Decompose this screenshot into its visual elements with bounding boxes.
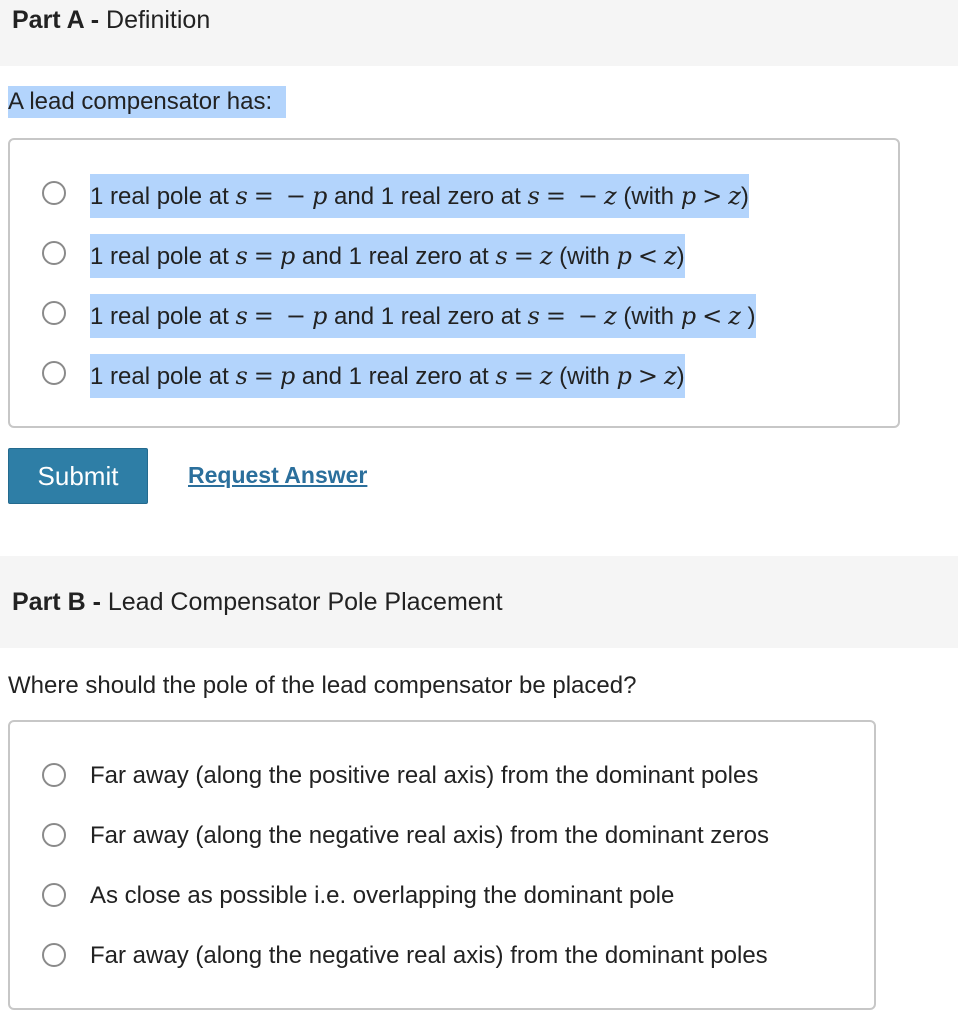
part-b-choice-2[interactable] xyxy=(10,816,874,856)
math-variable: p xyxy=(279,242,296,270)
part-a-choice-2-text xyxy=(90,234,685,278)
math-operator: < xyxy=(702,302,723,330)
choice-text-segment: ) xyxy=(740,183,749,210)
math-variable: s xyxy=(235,362,248,390)
choice-text-segment: ) xyxy=(676,363,685,390)
math-operator: = xyxy=(253,362,274,390)
part-a-label: Part A - xyxy=(12,6,100,34)
radio-button[interactable] xyxy=(42,301,66,325)
choice-text-segment: 1 real pole at xyxy=(90,303,236,330)
part-a-choice-1[interactable] xyxy=(10,174,898,214)
radio-button[interactable] xyxy=(42,823,66,847)
math-variable: z xyxy=(604,182,617,210)
part-a-title: Definition xyxy=(106,6,211,34)
part-b-header xyxy=(0,556,958,648)
part-b-question: Where should the pole of the lead compensator be placed? xyxy=(8,672,637,699)
part-b-choice-4-text: Far away (along the negative real axis) from the dominant poles xyxy=(90,942,768,969)
radio-button[interactable] xyxy=(42,361,66,385)
math-operator: = xyxy=(253,302,274,330)
math-variable: p xyxy=(311,302,328,330)
part-b-title: Lead Compensator Pole Placement xyxy=(107,588,503,616)
math-operator: = xyxy=(253,242,274,270)
math-variable: p xyxy=(616,242,632,270)
choice-text-segment: 1 real pole at xyxy=(90,363,236,390)
part-a-choice-4-text xyxy=(90,354,685,398)
part-a-choice-4[interactable] xyxy=(10,354,898,394)
math-operator: = xyxy=(253,182,274,210)
math-variable: z xyxy=(728,182,741,210)
radio-button[interactable] xyxy=(42,763,66,787)
math-variable: p xyxy=(680,182,697,210)
choice-text-segment: and 1 real zero at xyxy=(327,303,528,330)
math-operator: − xyxy=(577,182,599,210)
math-variable: s xyxy=(495,242,508,270)
math-variable: s xyxy=(527,182,540,210)
radio-button[interactable] xyxy=(42,943,66,967)
choice-text-segment: 1 real pole at xyxy=(90,243,236,270)
math-variable: p xyxy=(616,362,632,390)
choice-text-segment: 1 real pole at xyxy=(90,183,236,210)
part-b-choice-1-text: Far away (along the positive real axis) from the dominant poles xyxy=(90,762,759,789)
radio-button[interactable] xyxy=(42,181,66,205)
part-b-label: Part B - xyxy=(12,588,101,616)
choice-text-segment: (with xyxy=(552,363,617,390)
math-operator: > xyxy=(637,362,658,390)
math-variable: z xyxy=(663,242,677,270)
radio-button[interactable] xyxy=(42,883,66,907)
part-b-choice-3-text: As close as possible i.e. overlapping the dominant pole xyxy=(90,882,675,909)
part-a-choice-2[interactable] xyxy=(10,234,898,274)
math-variable: p xyxy=(680,302,697,330)
math-variable: s xyxy=(235,302,248,330)
choice-text-segment: and 1 real zero at xyxy=(295,363,496,390)
math-operator: − xyxy=(577,302,599,330)
part-b-choice-4[interactable] xyxy=(10,936,874,976)
math-variable: z xyxy=(663,362,677,390)
math-variable: z xyxy=(539,242,553,270)
part-a-choices xyxy=(8,138,900,428)
math-operator: − xyxy=(285,302,306,330)
part-b-choice-2-text: Far away (along the negative real axis) from the dominant zeros xyxy=(90,822,769,849)
request-answer-link[interactable]: Request Answer xyxy=(188,462,368,488)
choice-text-segment: ) xyxy=(676,243,685,270)
math-operator: = xyxy=(513,362,534,390)
submit-button[interactable]: Submit xyxy=(8,448,148,504)
math-operator: = xyxy=(513,242,534,270)
math-variable: s xyxy=(235,182,248,210)
part-b-choice-3[interactable] xyxy=(10,876,874,916)
part-a-header xyxy=(0,0,958,66)
choice-text-segment: and 1 real zero at xyxy=(295,243,496,270)
part-b-choices xyxy=(8,720,876,1010)
part-a-choice-3[interactable] xyxy=(10,294,898,334)
choice-text-segment: ) xyxy=(740,303,756,330)
choice-text-segment: (with xyxy=(616,183,681,210)
math-variable: s xyxy=(235,242,248,270)
math-variable: p xyxy=(279,362,296,390)
math-variable: s xyxy=(495,362,508,390)
math-operator: = xyxy=(545,302,566,330)
math-operator: > xyxy=(702,182,723,210)
math-operator: − xyxy=(285,182,306,210)
math-operator: < xyxy=(637,242,658,270)
math-variable: z xyxy=(604,302,617,330)
part-a-choice-1-text xyxy=(90,174,749,218)
math-variable: s xyxy=(527,302,540,330)
choice-text-segment: (with xyxy=(552,243,617,270)
math-variable: p xyxy=(311,182,328,210)
radio-button[interactable] xyxy=(42,241,66,265)
math-operator: = xyxy=(545,182,566,210)
part-b-choice-1[interactable] xyxy=(10,756,874,796)
math-variable: z xyxy=(539,362,553,390)
part-a-question: A lead compensator has: xyxy=(8,86,286,118)
choice-text-segment: and 1 real zero at xyxy=(327,183,528,210)
choice-text-segment: (with xyxy=(616,303,681,330)
part-a-choice-3-text xyxy=(90,294,756,338)
math-variable: z xyxy=(728,302,741,330)
